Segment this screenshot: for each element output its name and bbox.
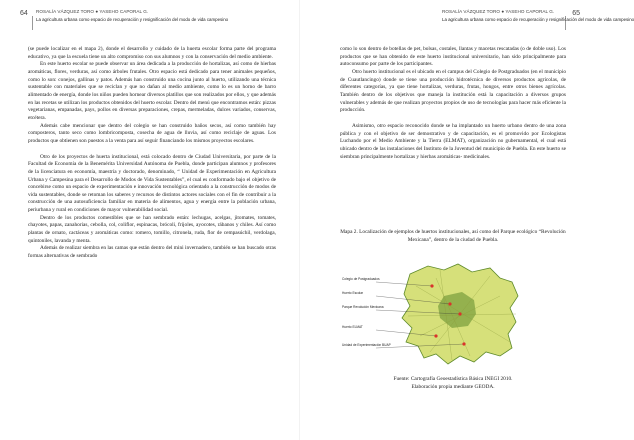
left-header-subtitle: La agricultura urbana como espacio de recuperación y resignificación del modo de vida campesino [36, 17, 229, 22]
right-paragraph: Otro huerto institucional es el ubicado en el campus del Colegio de Postgraduados (en el municipio de Cuautlancingo) donde se tiene una producción hidrotécnica de diversos productos agrícolas, de diferentes categorías, ya que tiene hortalizas, verduras, frutas, hongos, entre otros bienes agrícolas. También dentro de los objetivos que maneja la institución está la capacitación a diversos grupos vulnerables y además de que realizan proyectos propios de uso de tecnologías para hacer más eficiente la producción. [340, 68, 566, 114]
map-label: Colegio de Postgraduados [342, 277, 380, 281]
map-figure [340, 256, 566, 372]
left-page-body [28, 46, 276, 261]
map-source-line: Elaboración propia mediante GEODA. [411, 383, 495, 390]
puebla-map-image [340, 256, 566, 372]
right-paragraph: como lo son dentro de botellas de pet, bolsas, costales, llantas y macetas rescatadas (o de doble uso). Los productos que se han obtenido de este huerto institucional universitario, han sido principalmente para autoconsumo por parte de los participantes. [340, 46, 566, 68]
left-paragraph: Dentro de los productos comestibles que se han sembrado están: lechugas, acelgas, jitomates, tomates, chayotes, papas, zanahorias, cebolla, col, coliflor, espinacas, brócoli, frijoles, ayocotes, rábanos y chiles. Así como plantas de ornato, cactáceas y aromáticas como: romero, tomillo, citronela, ruda, flor de cempasúchil, verdolaga, quintoniles, lavanda y menta. [28, 214, 276, 244]
left-header-authors: ROSALÍA VÁZQUEZ TORO ● YASEHO CAPORAL G. [36, 9, 149, 14]
right-page-header [306, 4, 634, 30]
right-page-body [340, 46, 566, 161]
right-header-subtitle: La agricultura urbana como espacio de recuperación y resignificación del modo de vida campesino [442, 17, 634, 22]
left-paragraph: En este huerto escolar se puede observar un área dedicada a la producción de hortalizas, así como de hierbas aromáticas, flores, verduras, así como árboles frutales. Otro espacio está dedicado para tener animales pequeños, como lo son: conejos, gallinas y patos. Además han construido una cocina junto al huerto, utilizando una técnica sustentable con materiales que se reciclan y que no dañan al medio ambiente, como lo es un horno de barro alimentado de energía, donde los niños pueden hornear diversos platillos que son realizados por ellos, y que además en las recetas se utilizan los productos obtenidos del huerto escolar. Dentro del menú que encontramos están: pizzas vegetarianas, empanadas, pays, pollos en diversas preparaciones, crepas, mermeladas, dulces variados, conservas, etcétera. [28, 61, 276, 121]
left-page-header [20, 4, 292, 30]
map-marker-parque [458, 312, 461, 315]
right-paragraph: Asimismo, otro espacio reconocido donde se ha implantado un huerto urbano dentro de una zona pública y con el objetivo de ser demostrativo y de capacitación, es el promovido por Ecologistas Luchando por el Medio Ambiente y la Tierra (ELMAT), organización no gubernamental, el cual está ubicado dentro de las instalaciones del Instituto de la Juventud del municipio de Puebla. En este huerto se siembran principalmente hortalizas y hierbas aromáticas- medicinales. [340, 122, 566, 160]
map-label: Huerto Escolar [342, 291, 364, 295]
left-page-number: 64 [20, 10, 28, 17]
map-label: Huerto ELMAT [342, 325, 363, 329]
map-marker-huerto-escolar [448, 302, 451, 305]
right-page-number: 65 [572, 10, 580, 17]
map-source-line: Fuente: Cartografía Geoestadística Básica INEGI 2010. [393, 376, 513, 382]
right-header-authors: ROSALÍA VÁZQUEZ TORO ● YASEHO CAPORAL G. [442, 9, 555, 14]
left-paragraph: (se puede localizar en el mapa 2), donde el desarrollo y cuidado de la huerta escolar forma parte del programa educativo, ya que la escuela tiene un alto compromiso con sus alumnos y con la conservación del medio ambiente. [28, 46, 276, 60]
map-marker-postgraduados [430, 284, 433, 287]
map-source [340, 376, 566, 392]
right-page [300, 0, 634, 440]
left-paragraph: Además cabe mencionar que dentro del colegio se han construido baños secos, así como también hay composteros, tanto seco como lombricomposta, cosecha de agua de lluvia, así como reciclaje de aguas. Los productos que obtienen son puestos a la venta para así seguir financiando los mismos proyectos escolares. [28, 122, 276, 144]
map-label: Unidad de Experimentación BUAP [342, 343, 391, 347]
map-marker-buap [462, 342, 465, 345]
map-caption: Mapa 2. Localización de ejemplos de huertos institucionales, así como del Parque ecológico “Revolución Mexicana”, dentro de la ciudad de Puebla. [340, 229, 566, 243]
left-paragraph: Otro de los proyectos de huerta institucional, está colocado dentro de Ciudad Universitaria, por parte de la Facultad de Economía de la Benemérita Universidad Autónoma de Puebla, donde participan alumnos y profesores de la licenciatura en economía, maestría y doctorado, denominado, “ Unidad de Experimentación en Agricultura Urbana y Campesina para el Desarrollo de Modos de Vida Sustentables”, el cual es conformado bajo el objetivo de concebirse como un espacio de experimentación e innovación tecnológica orientado a la construcción de modos de vida sustentables, donde se retoman los saberes y recursos de distintos actores sociales con el fin de contribuir a la construcción de una autosuficiencia familiar en materia de alimentos, agua y energía entre la población urbana, periurbana y rural en condiciones de mayor vulnerabilidad social. [28, 153, 276, 214]
map-marker-elmat [434, 334, 437, 337]
left-paragraph: Además de realizar siembra en las camas que están dentro del mini invernadero, también se han buscado otras formas alternativas de sembrado [28, 245, 276, 260]
left-header-rule [32, 16, 33, 30]
map-label: Parque Revolución Mexicana [342, 305, 384, 309]
left-page [0, 0, 300, 440]
